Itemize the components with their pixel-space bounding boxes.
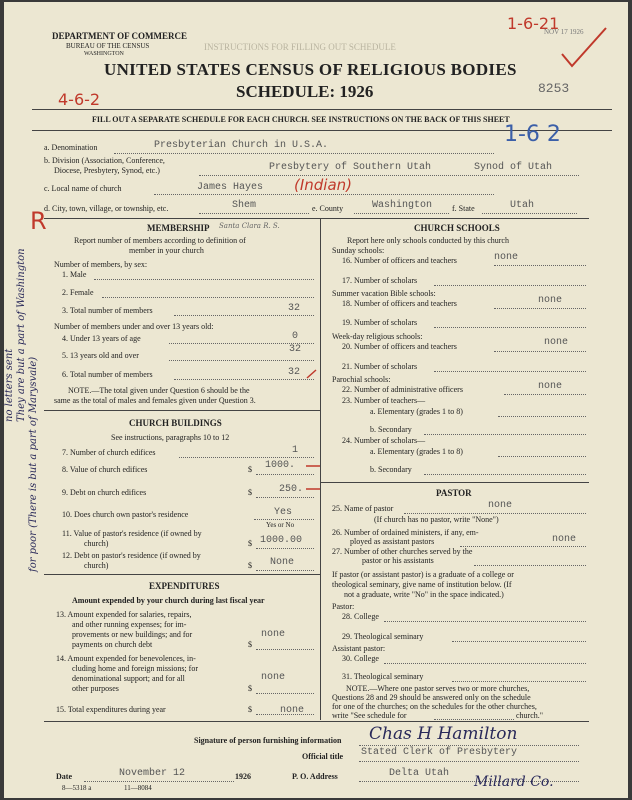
q5-label: 5. 13 years old and over — [62, 351, 139, 360]
field-f-label: f. State — [452, 204, 475, 213]
q12-label-2: church) — [84, 561, 109, 570]
po-address-value: Delta Utah — [389, 768, 450, 779]
q24-label: 24. Number of scholars— — [342, 436, 426, 445]
date-label: Date — [56, 772, 72, 781]
q8-dollar: $ — [248, 465, 252, 474]
yes-no-caption: Yes or No — [266, 521, 295, 529]
official-title-label: Official title — [302, 752, 344, 761]
q20-label: 20. Number of officers and teachers — [342, 342, 457, 351]
q11-value: 1000.00 — [260, 535, 303, 546]
q15-dollar: $ — [248, 705, 252, 714]
date-value: November 12 — [119, 768, 186, 779]
q25-note: (If church has no pastor, write "None") — [374, 515, 499, 524]
q30-label: 30. College — [342, 654, 379, 663]
signature-label: Signature of person furnishing information — [194, 736, 342, 745]
q4-value: 0 — [292, 331, 299, 342]
vacation-label: Summer vacation Bible schools: — [332, 289, 436, 298]
received-stamp: NOV 17 1926 — [544, 28, 584, 36]
q12-label-1: 12. Debt on pastor's residence (if owned by — [62, 551, 201, 560]
q8-value: 1000. — [265, 460, 296, 471]
field-b-label-2: Diocese, Presbytery, Synod, etc.) — [54, 166, 160, 175]
membership-intro-2: member in your church — [129, 246, 204, 255]
q14-line-1: 14. Amount expended for benevolences, in- — [56, 654, 196, 663]
q14-line-3: denominational support; and for all — [72, 674, 185, 683]
field-f-value: Utah — [510, 200, 535, 211]
grad-note-1: If pastor (or assistant pastor) is a graduate of a college or — [332, 570, 514, 579]
q12-dollar: $ — [248, 561, 252, 570]
instruction-banner: FILL OUT A SEPARATE SCHEDULE FOR EACH CHURCH. SEE INSTRUCTIONS ON THE BACK OF THIS SHEET — [92, 115, 510, 124]
margin-note-3: for poor (There is but a part of Marysvale) — [28, 356, 39, 572]
field-a-label: a. Denomination — [44, 143, 98, 152]
grad-note-3: not a graduate, write "No" in the space indicated.) — [344, 590, 504, 599]
sunday-label: Sunday schools: — [332, 246, 385, 255]
q24a-label: a. Elementary (grades 1 to 8) — [370, 447, 463, 456]
q11-label-1: 11. Value of pastor's residence (if owned by — [62, 529, 202, 538]
asst-pastor-label: Assistant pastor: — [332, 644, 386, 653]
q26-value: none — [552, 534, 577, 545]
q23b-label: b. Secondary — [370, 425, 412, 434]
q13-line-2: and other running expenses; for im- — [72, 620, 187, 629]
q17-label: 17. Number of scholars — [342, 276, 418, 285]
pastor-note-1: NOTE.—Where one pastor serves two or more churches, — [346, 684, 530, 693]
schools-intro: Report here only schools conducted by this church — [347, 236, 509, 245]
q14-line-2: cluding home and foreign missions; for — [72, 664, 198, 673]
q14-line-4: other purposes — [72, 684, 119, 693]
weekday-label: Week-day religious schools: — [332, 332, 423, 341]
q23a-label: a. Elementary (grades 1 to 8) — [370, 407, 463, 416]
city-label: WASHINGTON — [84, 51, 124, 57]
by-sex-label: Number of members, by sex: — [54, 260, 148, 269]
grad-note-2: theological seminary, give name of institution below. (If — [332, 580, 512, 589]
q3-label: 3. Total number of members — [62, 306, 153, 315]
membership-note-1: NOTE.—The total given under Question 6 should be the — [68, 386, 250, 395]
form-number: 8—5318 a — [62, 784, 92, 792]
q14-dollar: $ — [248, 684, 252, 693]
q23-label: 23. Number of teachers— — [342, 396, 426, 405]
field-d-value: Shem — [232, 200, 257, 211]
census-schedule-page — [4, 2, 628, 798]
q6-value: 32 — [288, 367, 301, 378]
q10-value: Yes — [274, 507, 293, 518]
q5-value: 32 — [289, 344, 302, 355]
q11-dollar: $ — [248, 539, 252, 548]
q2-label: 2. Female — [62, 288, 94, 297]
q10-label: 10. Does church own pastor's residence — [62, 510, 189, 519]
pastor-sub-label: Pastor: — [332, 602, 355, 611]
q19-label: 19. Number of scholars — [342, 318, 418, 327]
q7-value: 1 — [292, 445, 299, 456]
field-b-value: Presbytery of Southern Utah — [269, 162, 432, 173]
bureau-label: BUREAU OF THE CENSUS — [66, 42, 150, 50]
signature-value: Chas H Hamilton — [369, 724, 518, 744]
q13-line-4: payments on church debt — [72, 640, 153, 649]
form-subtitle: SCHEDULE: 1926 — [236, 82, 374, 101]
q31-label: 31. Theological seminary — [342, 672, 424, 681]
q16-label: 16. Number of officers and teachers — [342, 256, 457, 265]
field-b-label-1: b. Division (Association, Conference, — [44, 156, 165, 165]
red-tick-q9 — [304, 482, 324, 496]
q25-label: 25. Name of pastor — [332, 504, 394, 513]
q22-value: none — [538, 381, 563, 392]
q18-value: none — [538, 295, 563, 306]
q13-value: none — [261, 629, 286, 640]
dept-label: DEPARTMENT OF COMMERCE — [52, 31, 188, 41]
pastor-note-4: write "See schedule for — [332, 711, 407, 720]
red-r-mark: R — [30, 207, 47, 235]
q18-label: 18. Number of officers and teachers — [342, 299, 457, 308]
blue-note: 1-6 2 — [504, 122, 561, 147]
back-bleed-text: INSTRUCTIONS FOR FILLING OUT SCHEDULE — [204, 42, 396, 52]
membership-intro-1: Report number of members according to definition of — [74, 236, 246, 245]
red-tick-q6 — [304, 368, 324, 382]
field-a-value: Presbyterian Church in U.S.A. — [154, 140, 329, 151]
expenditures-intro: Amount expended by your church during last fiscal year — [72, 596, 265, 605]
red-check-mark — [554, 24, 614, 74]
q13-dollar: $ — [248, 640, 252, 649]
q22-label: 22. Number of administrative officers — [342, 385, 463, 394]
print-number: 11—8084 — [124, 784, 152, 792]
q9-value: 250. — [279, 484, 304, 495]
q24b-label: b. Secondary — [370, 465, 412, 474]
q4-label: 4. Under 13 years of age — [62, 334, 141, 343]
millard-note: Millard Co. — [474, 774, 554, 790]
pastor-note-3: for one of the churches; on the schedules for the other churches, — [332, 702, 537, 711]
q6-label: 6. Total number of members — [62, 370, 153, 379]
q15-value: none — [280, 705, 305, 716]
q13-line-1: 13. Amount expended for salaries, repairs, — [56, 610, 192, 619]
age-intro: Number of members under and over 13 years old: — [54, 322, 214, 331]
schools-title: CHURCH SCHOOLS — [414, 223, 500, 233]
field-b-value-2: Synod of Utah — [474, 162, 553, 173]
q28-label: 28. College — [342, 612, 379, 621]
pastor-title: PASTOR — [436, 488, 472, 498]
q3-value: 32 — [288, 303, 301, 314]
margin-note-1: no letters sent — [4, 348, 15, 422]
q26-label-2: ployed as assistant pastors — [350, 537, 435, 546]
red-note-left: 4-6-2 — [58, 90, 101, 109]
q7-label: 7. Number of church edifices — [62, 448, 156, 457]
expenditures-title: EXPENDITURES — [149, 581, 220, 591]
field-d-label: d. City, town, village, or township, etc. — [44, 204, 169, 213]
pastor-note-2: Questions 28 and 29 should be answered only on the schedule — [332, 693, 531, 702]
q21-label: 21. Number of scholars — [342, 362, 418, 371]
date-year: 1926 — [235, 772, 251, 781]
buildings-intro: See instructions, paragraphs 10 to 12 — [111, 433, 230, 442]
q12-value: None — [270, 557, 295, 568]
q9-label: 9. Debt on church edifices — [62, 488, 147, 497]
red-tick-q8 — [304, 460, 324, 474]
q14-value: none — [261, 672, 286, 683]
q1-label: 1. Male — [62, 270, 87, 279]
pencil-note-membership: Santa Clara R. S. — [219, 222, 280, 230]
serial-number: 8253 — [538, 81, 570, 96]
membership-title: MEMBERSHIP — [147, 223, 210, 233]
q13-line-3: provements or new buildings; and for — [72, 630, 193, 639]
q9-dollar: $ — [248, 488, 252, 497]
parochial-label: Parochial schools: — [332, 375, 391, 384]
field-c-label: c. Local name of church — [44, 184, 122, 193]
form-title: UNITED STATES CENSUS OF RELIGIOUS BODIES — [104, 60, 517, 79]
q20-value: none — [544, 337, 569, 348]
q27-label-1: 27. Number of other churches served by the — [332, 547, 473, 556]
q16-value: none — [494, 252, 519, 263]
q27-label-2: pastor or his assistants — [362, 556, 434, 565]
po-address-label: P. O. Address — [292, 772, 338, 781]
red-indian-note: (Indian) — [294, 176, 353, 194]
q29-label: 29. Theological seminary — [342, 632, 424, 641]
official-title-value: Stated Clerk of Presbytery — [361, 747, 518, 758]
q26-label-1: 26. Number of ordained ministers, if any, em- — [332, 528, 479, 537]
pastor-note-5: church." — [516, 711, 544, 720]
field-e-value: Washington — [372, 200, 433, 211]
membership-note-2: same as the total of males and females given under Question 3. — [54, 396, 256, 405]
margin-note-2: They are but a part of Washington — [16, 248, 27, 422]
red-note-top: 1-6-21 — [507, 14, 560, 33]
q25-value: none — [488, 500, 513, 511]
q8-label: 8. Value of church edifices — [62, 465, 148, 474]
q15-label: 15. Total expenditures during year — [56, 705, 166, 714]
field-e-label: e. County — [312, 204, 344, 213]
q11-label-2: church) — [84, 539, 109, 548]
buildings-title: CHURCH BUILDINGS — [129, 418, 222, 428]
field-c-value: James Hayes — [197, 182, 264, 193]
